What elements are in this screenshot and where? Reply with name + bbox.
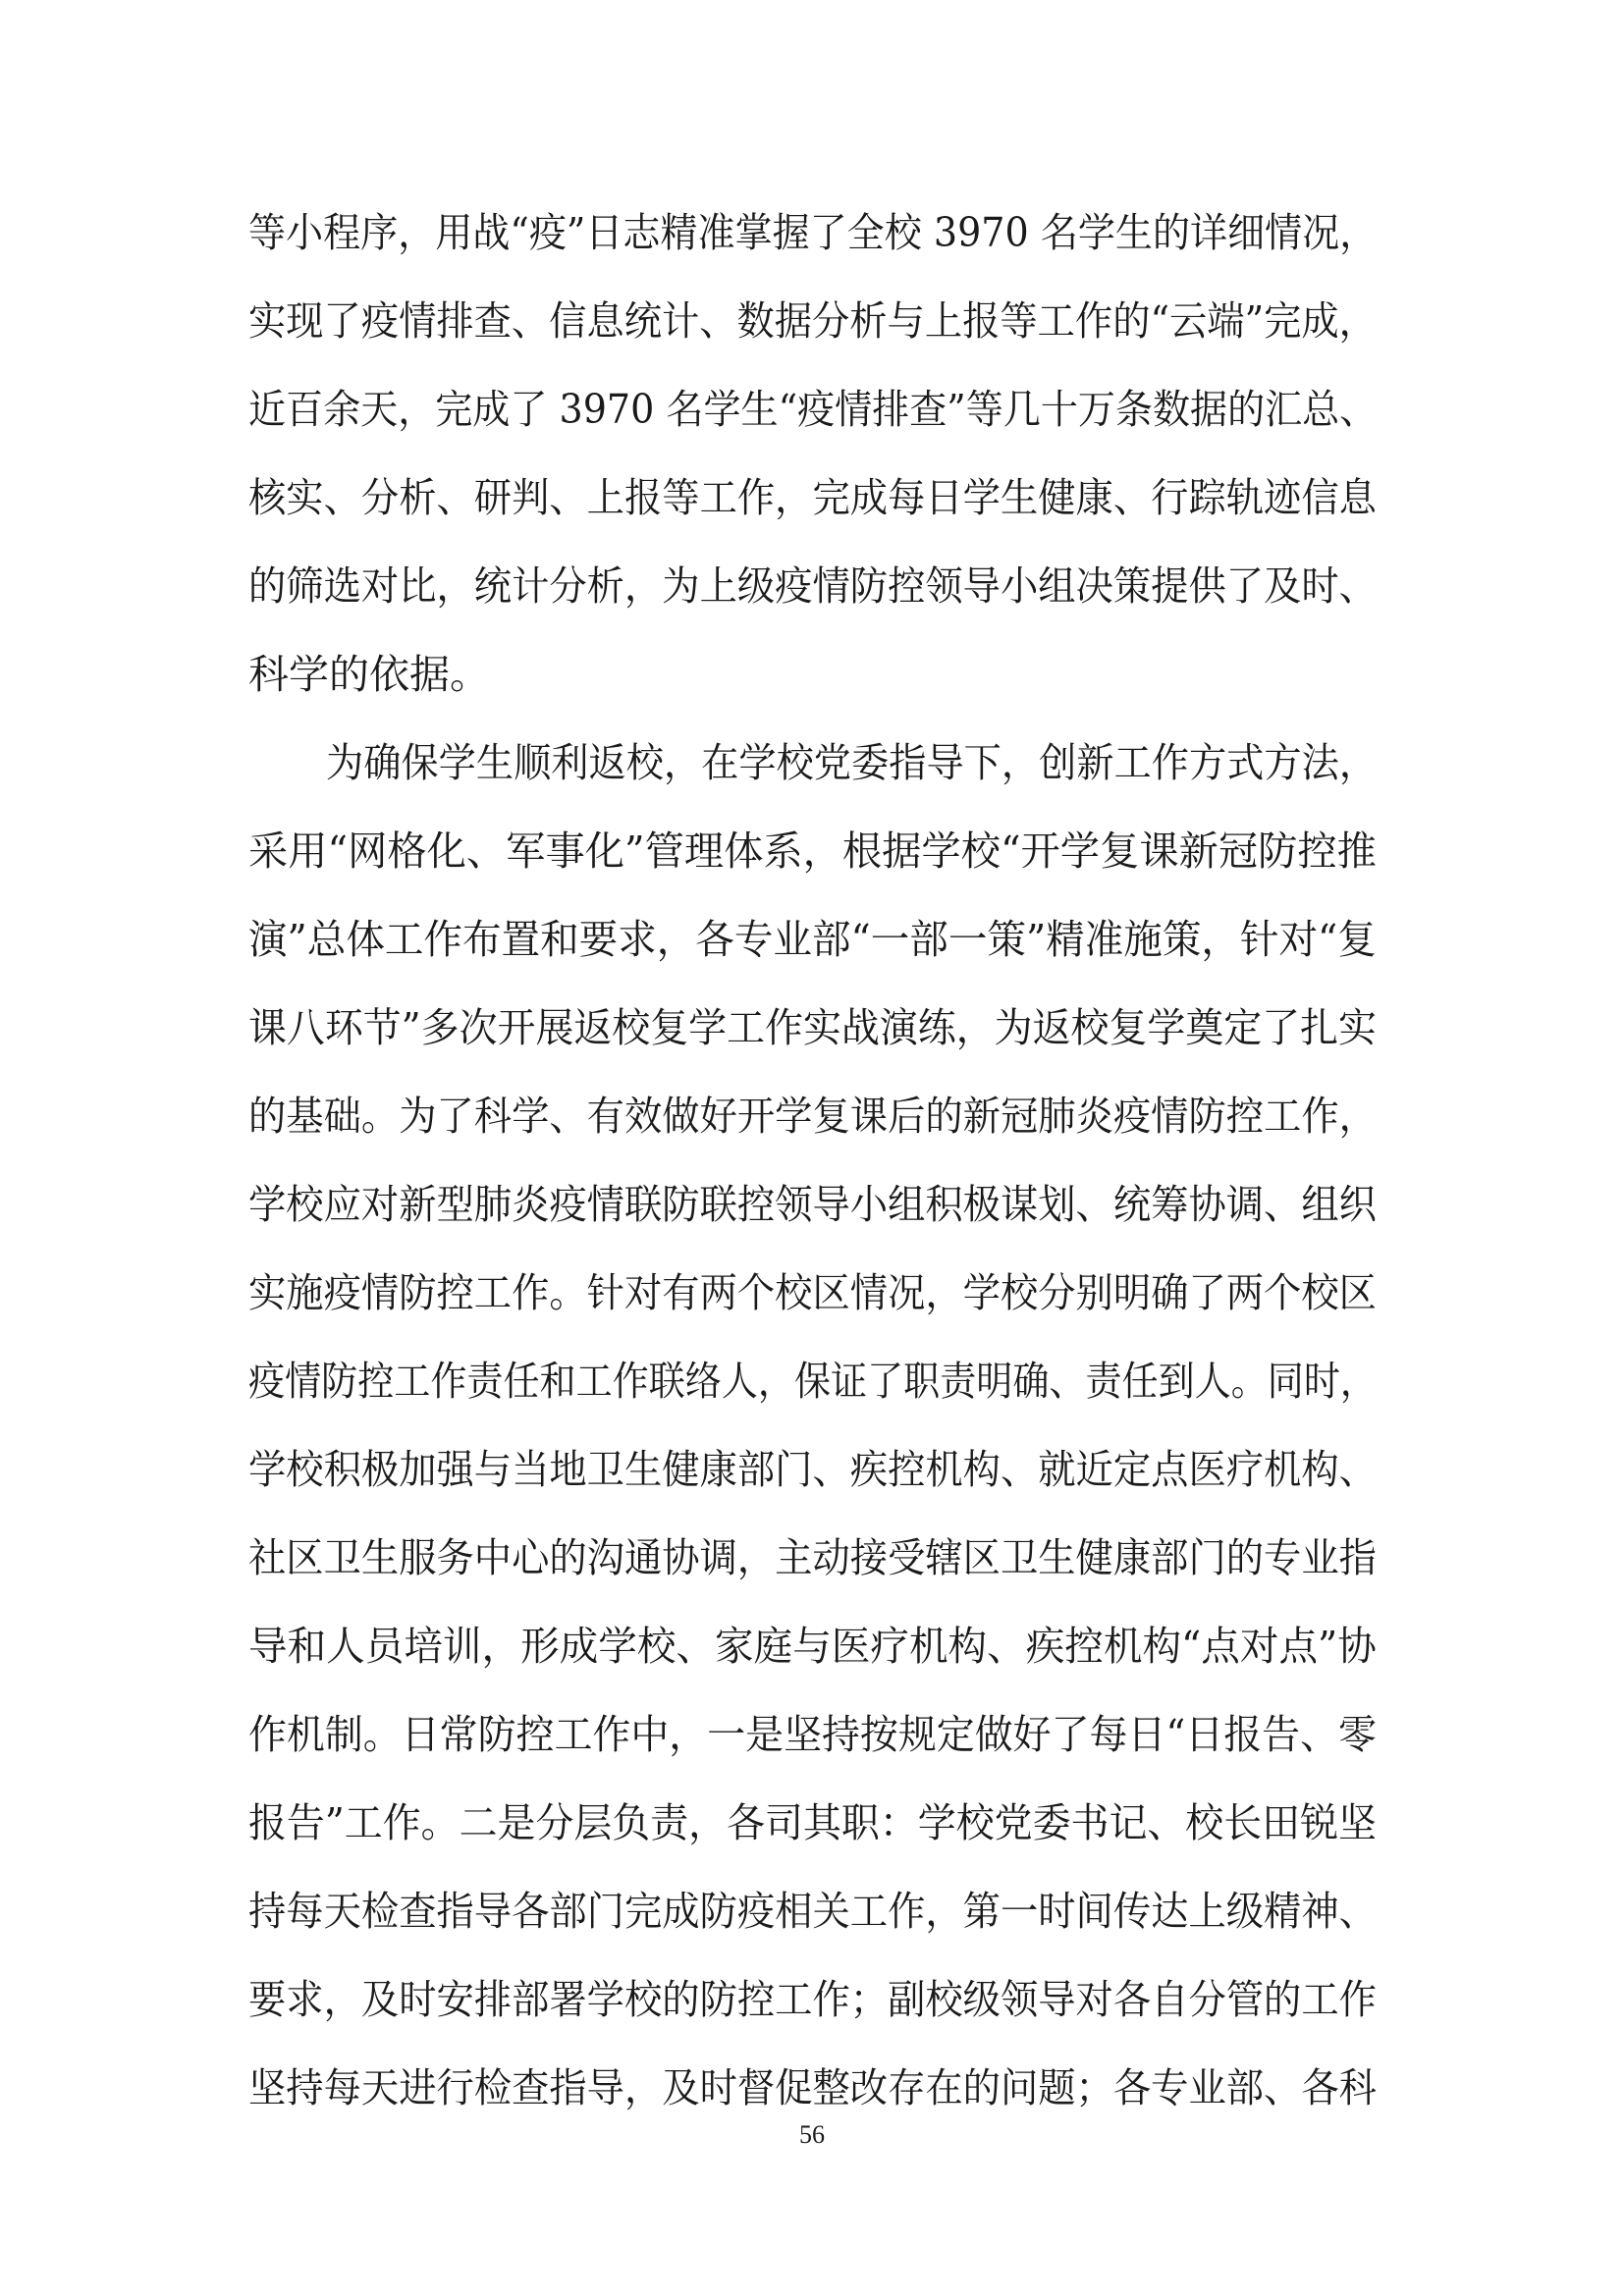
text-line: 社区卫生服务中心的沟通协调，主动接受辖区卫生健康部门的专业指: [248, 1534, 1377, 1581]
text-line: 实施疫情防控工作。针对有两个校区情况，学校分别明确了两个校区: [248, 1269, 1377, 1316]
text-line: 的基础。为了科学、有效做好开学复课后的新冠肺炎疫情防控工作，: [248, 1093, 1377, 1140]
text-line: 等小程序，用战“疫”日志精准掌握了全校 3970 名学生的详细情况，: [248, 209, 1378, 256]
text-line: 持每天检查指导各部门完成防疫相关工作，第一时间传达上级精神、: [248, 1888, 1377, 1935]
text-line: 演”总体工作布置和要求，各专业部“一部一策”精准施策，针对“复: [248, 916, 1377, 963]
text-line: 课八环节”多次开展返校复学工作实战演练，为返校复学奠定了扎实: [248, 1004, 1377, 1051]
paragraph-first-line: 为确保学生顺利返校，在学校党委指导下，创新工作方式方法，: [326, 739, 1378, 786]
text-line: 疫情防控工作责任和工作联络人，保证了职责明确、责任到人。同时，: [248, 1358, 1377, 1405]
text-line: 核实、分析、研判、上报等工作，完成每日学生健康、行踪轨迹信息: [248, 474, 1377, 521]
text-line: 报告”工作。二是分层负责，各司其职：学校党委书记、校长田锐坚: [248, 1799, 1377, 1846]
text-line: 导和人员培训，形成学校、家庭与医疗机构、疾控机构“点对点”协: [248, 1623, 1377, 1670]
page-number: 56: [799, 2120, 825, 2149]
text-line: 学校积极加强与当地卫生健康部门、疾控机构、就近定点医疗机构、: [248, 1446, 1377, 1493]
text-line: 要求，及时安排部署学校的防控工作；副校级领导对各自分管的工作: [248, 1976, 1377, 2023]
text-line: 近百余天，完成了 3970 名学生“疫情排查”等几十万条数据的汇总、: [248, 386, 1378, 433]
text-line: 的筛选对比，统计分析，为上级疫情防控领导小组决策提供了及时、: [248, 562, 1377, 610]
text-line: 科学的依据。: [248, 651, 490, 698]
text-line: 学校应对新型肺炎疫情联防联控领导小组积极谋划、统筹协调、组织: [248, 1181, 1377, 1228]
text-line: 作机制。日常防控工作中，一是坚持按规定做好了每日“日报告、零: [248, 1711, 1377, 1758]
text-line: 实现了疫情排查、信息统计、数据分析与上报等工作的“云端”完成，: [248, 297, 1377, 345]
text-line: 坚持每天进行检查指导，及时督促整改存在的问题；各专业部、各科: [248, 2064, 1377, 2111]
text-line: 采用“网格化、军事化”管理体系，根据学校“开学复课新冠防控推: [248, 828, 1377, 875]
